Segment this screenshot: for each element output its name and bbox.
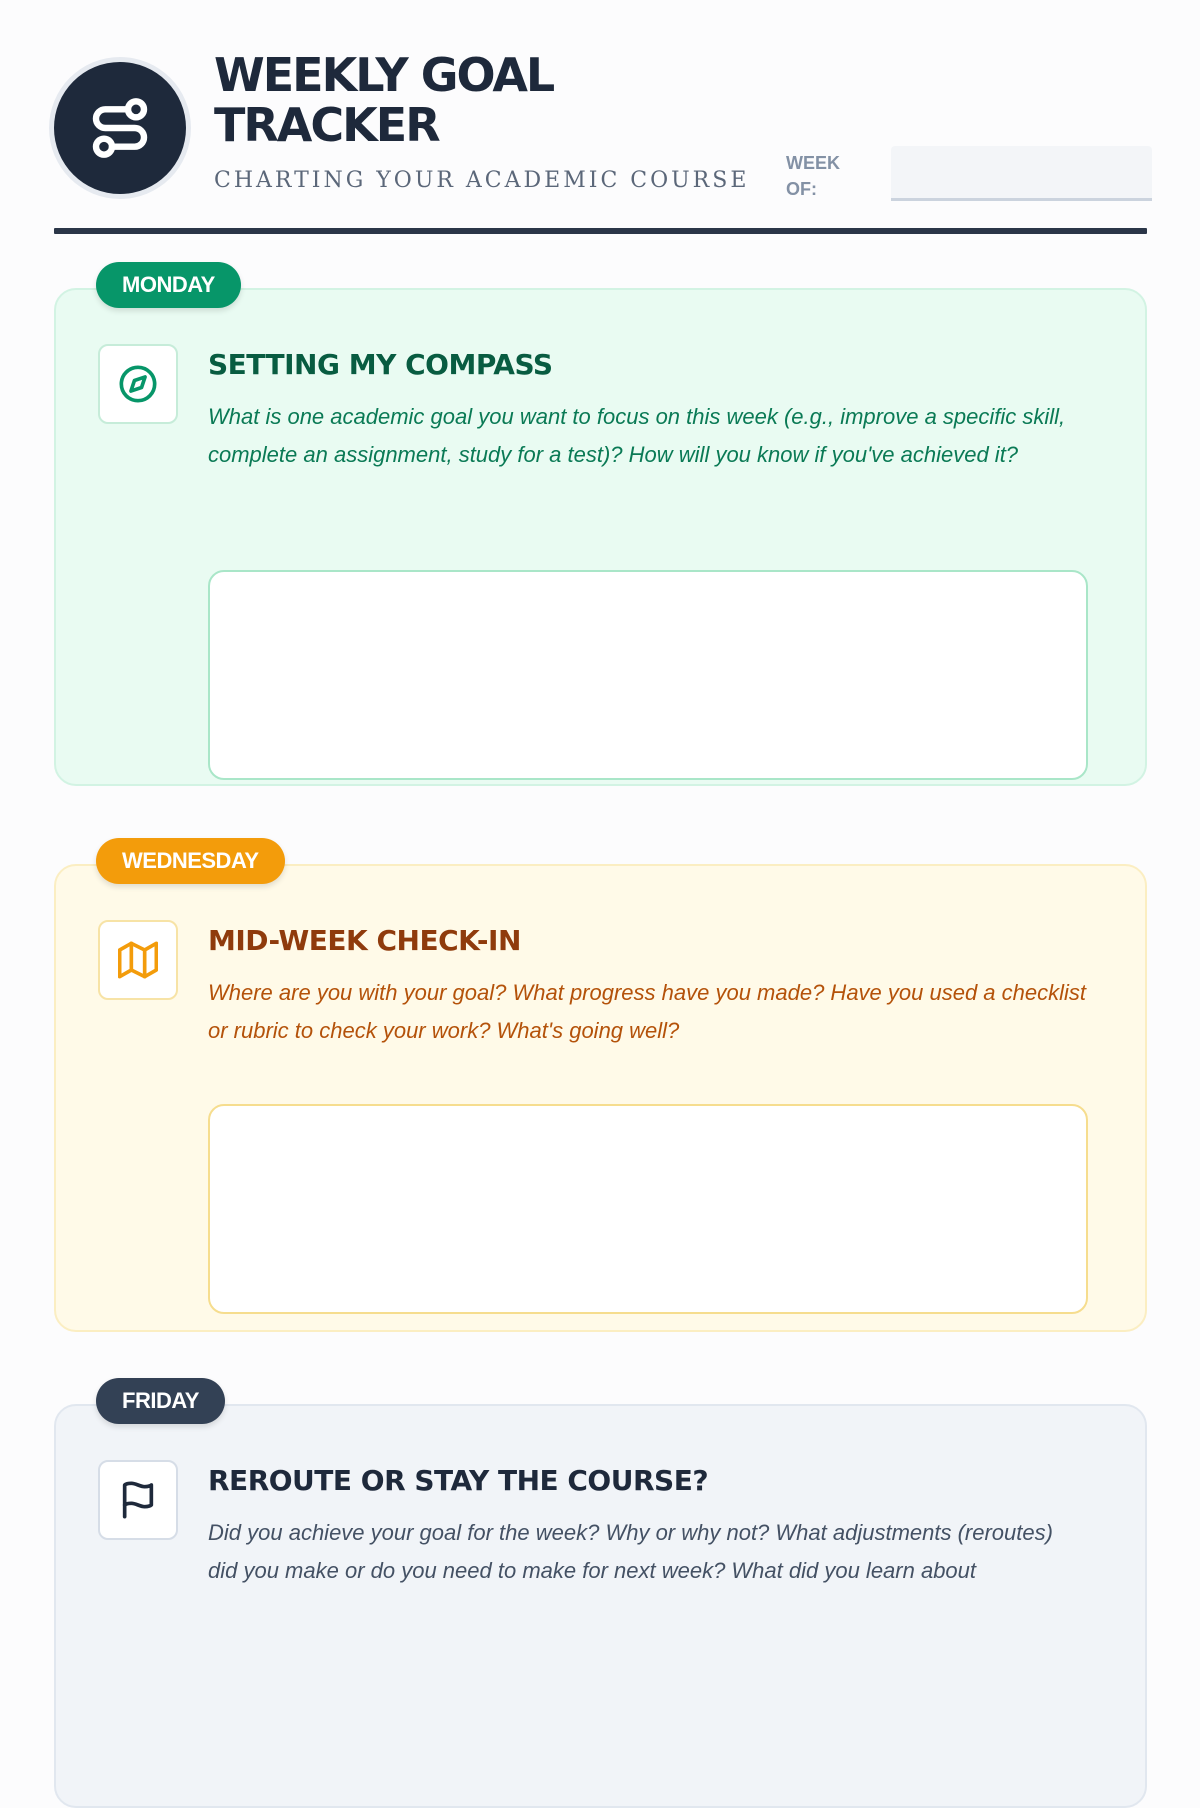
header xyxy=(54,0,1147,236)
section-title: REROUTE OR STAY THE COURSE? xyxy=(208,1464,709,1497)
compass-icon xyxy=(118,364,158,404)
answer-box-wednesday[interactable] xyxy=(208,1104,1088,1314)
icon-box-friday xyxy=(98,1460,178,1540)
week-of-label: WEEK OF: xyxy=(786,153,840,199)
day-badge-monday: MONDAY xyxy=(96,262,241,308)
page-subtitle: CHARTING YOUR ACADEMIC COURSE xyxy=(214,168,750,193)
section-title: SETTING MY COMPASS xyxy=(208,348,553,381)
card-wednesday xyxy=(54,864,1147,1332)
icon-box-wednesday xyxy=(98,920,178,1000)
page-title: WEEKLY GOAL TRACKER xyxy=(214,48,554,152)
card-friday xyxy=(54,1404,1147,1808)
route-icon xyxy=(88,96,152,160)
answer-box-monday[interactable] xyxy=(208,570,1088,780)
day-badge-wednesday: WEDNESDAY xyxy=(96,838,285,884)
flag-icon xyxy=(118,1480,158,1520)
day-badge-friday: FRIDAY xyxy=(96,1378,225,1424)
header-divider xyxy=(54,228,1147,234)
map-icon xyxy=(118,940,158,980)
section-prompt: Did you achieve your goal for the week? Why or why not? What adjustments (reroutes) did you make or do you need to make for next week? What did you learn about xyxy=(208,1520,1053,1583)
section-title: MID-WEEK CHECK-IN xyxy=(208,924,521,957)
icon-box-monday xyxy=(98,344,178,424)
week-of-input[interactable] xyxy=(891,146,1152,201)
worksheet-page xyxy=(54,0,1147,1583)
section-prompt: What is one academic goal you want to focus on this week (e.g., improve a specific skill, complete an assignment, study for a test)? How will you know if you've achieved it? xyxy=(208,404,1066,467)
card-monday xyxy=(54,288,1147,786)
section-prompt: Where are you with your goal? What progress have you made? Have you used a checklist or rubric to check your work? What's going well? xyxy=(208,980,1087,1043)
logo xyxy=(54,62,186,194)
